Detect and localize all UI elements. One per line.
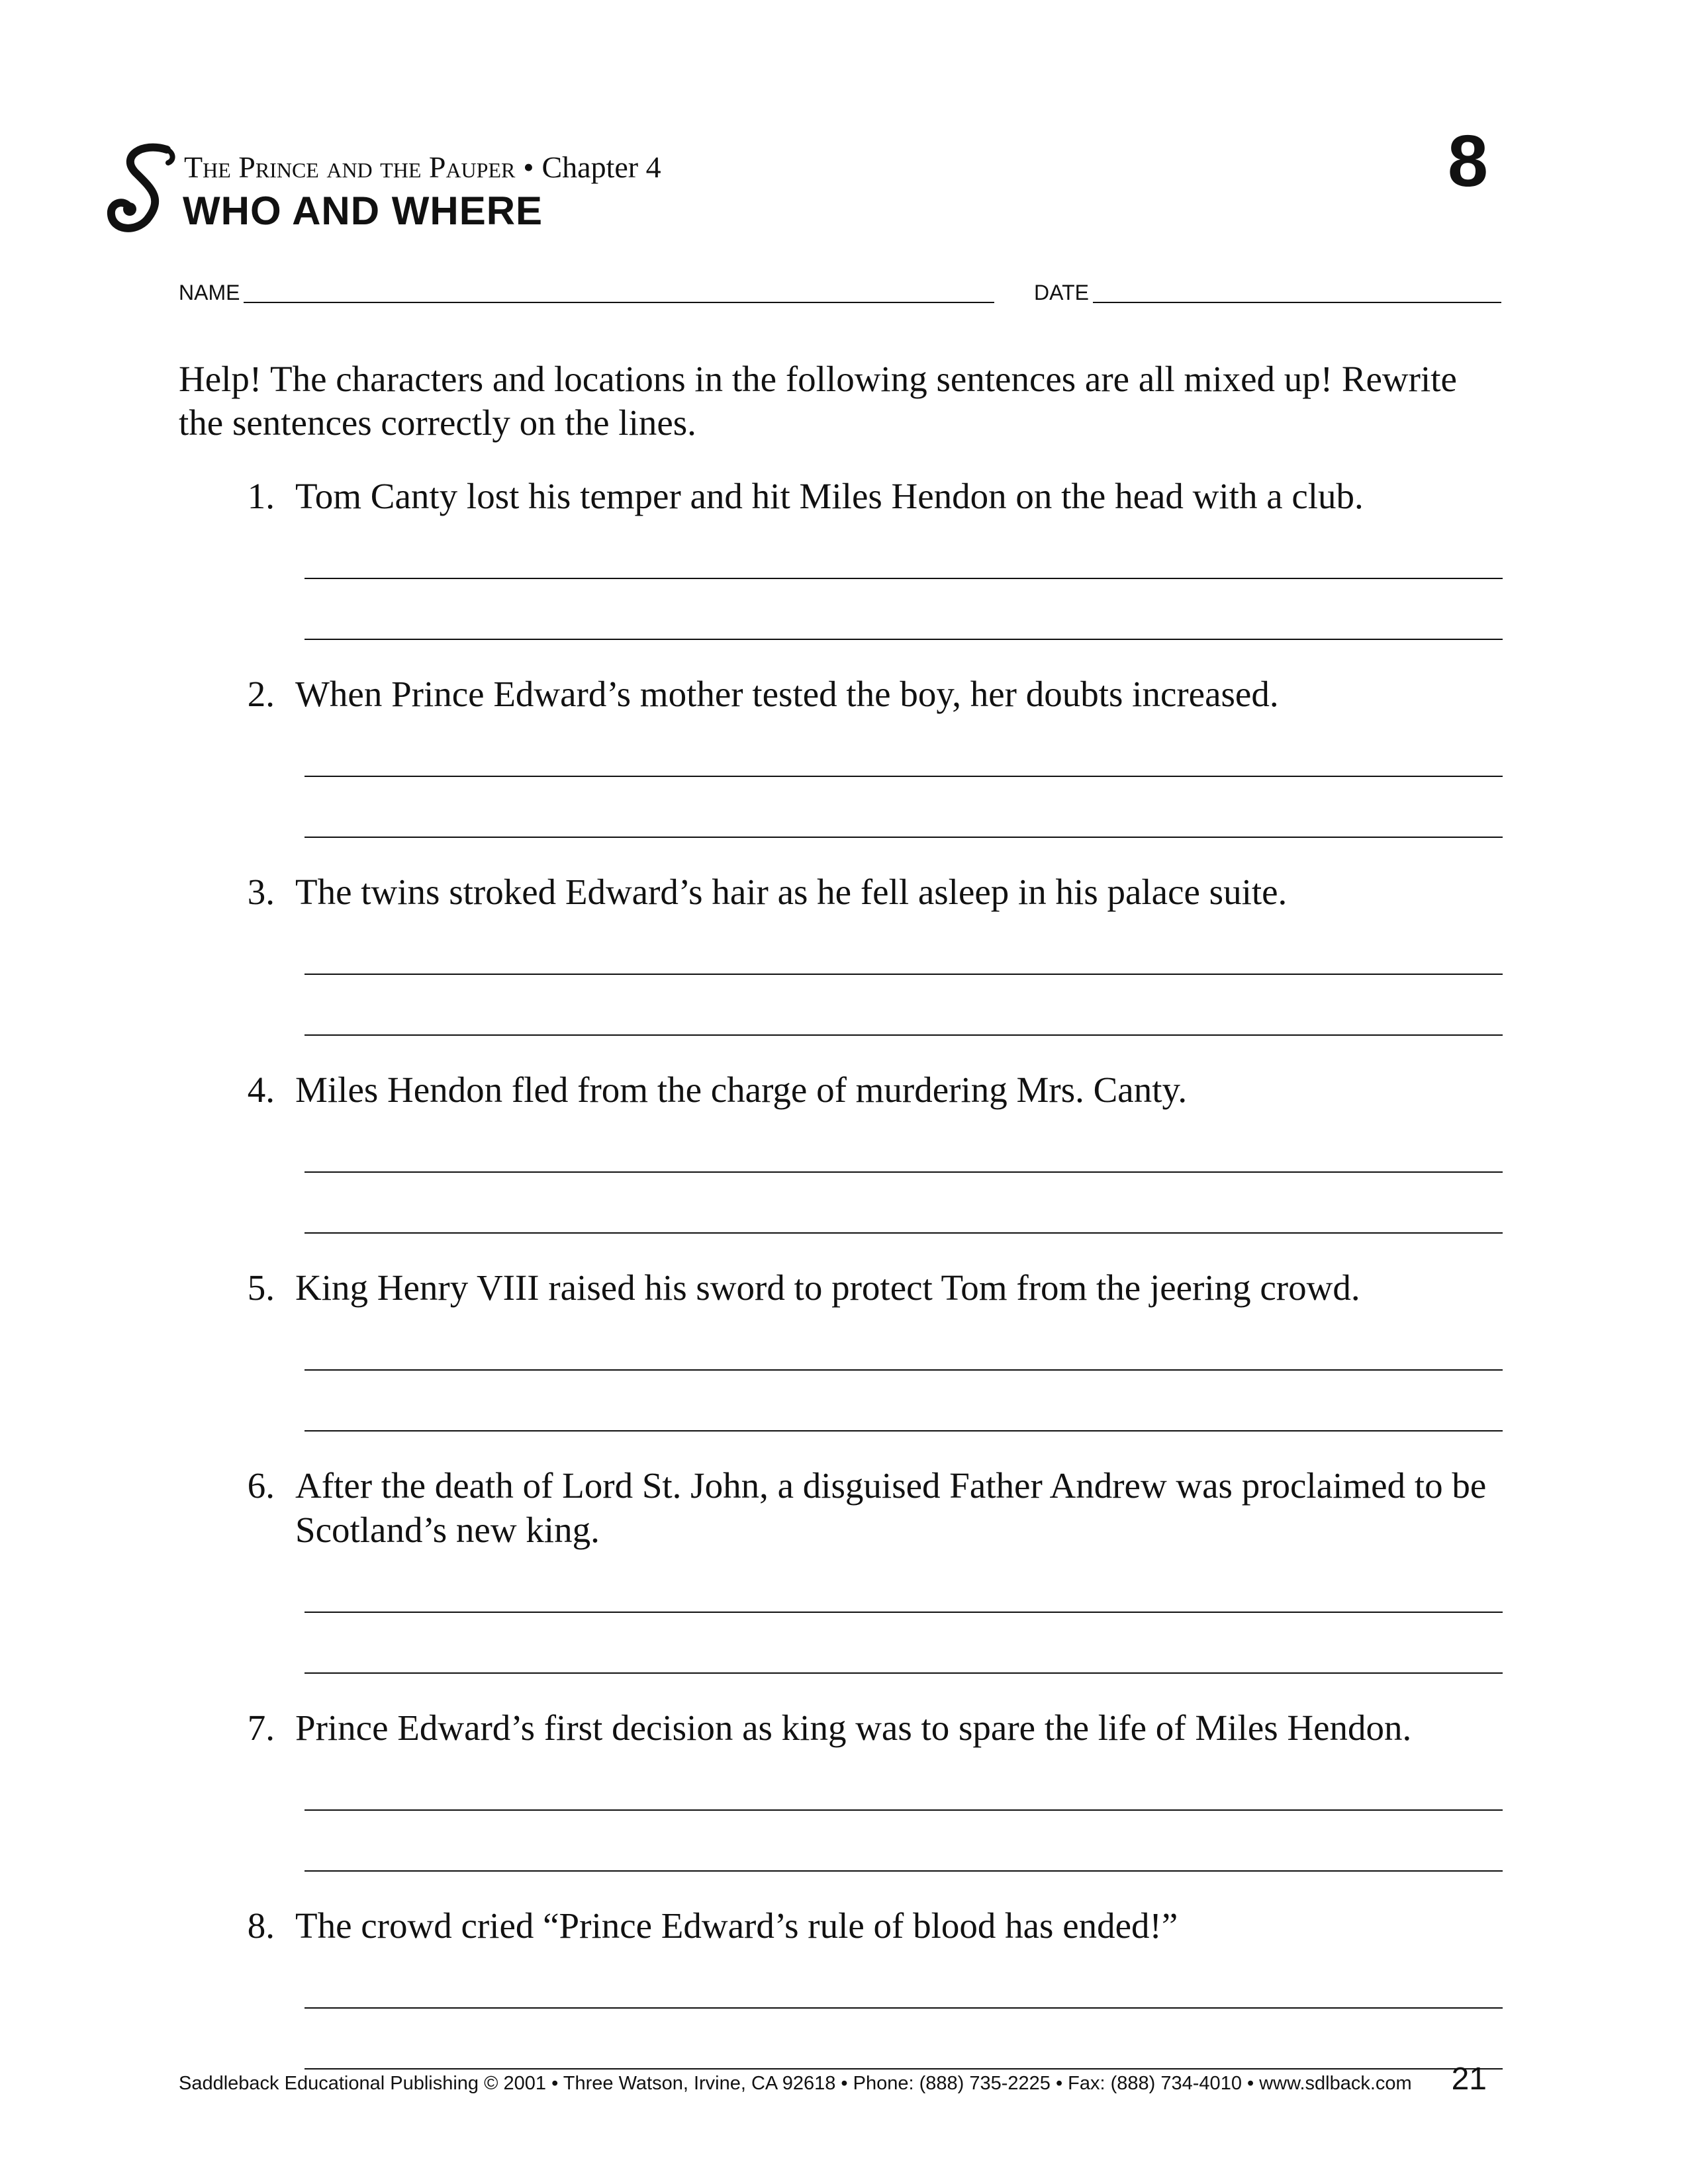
date-line[interactable] — [1093, 282, 1501, 303]
question-list — [225, 474, 1503, 2101]
answer-line[interactable] — [305, 518, 1503, 579]
name-line[interactable] — [244, 282, 994, 303]
question-text: Prince Edward’s first decision as king was to spare the life of Miles Hendon. — [295, 1707, 1412, 1748]
answer-line[interactable] — [305, 777, 1503, 838]
question-number: 1. — [247, 476, 275, 516]
lesson-number: 8 — [1447, 120, 1488, 202]
chapter-label: Chapter 4 — [541, 150, 661, 184]
question-item — [225, 870, 1503, 1036]
question-text: Miles Hendon fled from the charge of murdering Mrs. Canty. — [295, 1069, 1188, 1110]
answer-line[interactable] — [305, 716, 1503, 777]
question-text: The twins stroked Edward’s hair as he fell asleep in his palace suite. — [295, 872, 1288, 912]
question-item — [225, 1706, 1503, 1872]
answer-line[interactable] — [305, 1112, 1503, 1173]
question-text: After the death of Lord St. John, a disguised Father Andrew was proclaimed to be Scotland’s new king. — [295, 1465, 1487, 1550]
question-number: 4. — [247, 1069, 275, 1110]
answer-line[interactable] — [305, 914, 1503, 975]
answer-line[interactable] — [305, 1310, 1503, 1371]
question-number: 6. — [247, 1465, 275, 1506]
answer-line[interactable] — [305, 1811, 1503, 1872]
book-chapter-heading — [184, 150, 661, 185]
page-number: 21 — [1451, 2062, 1487, 2097]
question-text: The crowd cried “Prince Edward’s rule of blood has ended!” — [295, 1905, 1178, 1946]
answer-line[interactable] — [305, 1173, 1503, 1234]
question-item — [225, 474, 1503, 640]
question-text: Tom Canty lost his temper and hit Miles Hendon on the head with a club. — [295, 476, 1364, 516]
question-number: 5. — [247, 1267, 275, 1308]
question-item — [225, 672, 1503, 838]
question-item — [225, 1265, 1503, 1432]
question-item — [225, 1463, 1503, 1674]
answer-line[interactable] — [305, 1371, 1503, 1432]
separator-bullet: • — [523, 150, 534, 184]
name-field[interactable] — [179, 277, 994, 303]
worksheet-title: WHO AND WHERE — [183, 189, 543, 233]
book-title: The Prince and the Pauper — [184, 150, 516, 184]
question-number: 7. — [247, 1707, 275, 1748]
answer-line[interactable] — [305, 1750, 1503, 1811]
date-label: DATE — [1034, 281, 1089, 304]
answer-line[interactable] — [305, 975, 1503, 1036]
question-item — [225, 1903, 1503, 2070]
publisher-footer: Saddleback Educational Publishing © 2001 • Three Watson, Irvine, CA 92618 • Phone: (888) 735-2225 • Fax: (888) 734-4010 • www.sdlback.com — [179, 2073, 1412, 2094]
instructions: Help! The characters and locations in the following sentences are all mixed up! Rewrite the sentences correctly on the lines. — [179, 359, 1457, 443]
question-number: 2. — [247, 674, 275, 714]
answer-line[interactable] — [305, 1613, 1503, 1674]
answer-line[interactable] — [305, 1948, 1503, 2009]
answer-line[interactable] — [305, 2009, 1503, 2070]
question-number: 3. — [247, 872, 275, 912]
date-field[interactable] — [1034, 277, 1501, 303]
name-label: NAME — [179, 281, 240, 304]
question-number: 8. — [247, 1905, 275, 1946]
question-text: When Prince Edward’s mother tested the boy, her doubts increased. — [295, 674, 1279, 714]
question-item — [225, 1068, 1503, 1234]
answer-line[interactable] — [305, 1552, 1503, 1613]
answer-line[interactable] — [305, 579, 1503, 640]
publisher-logo-icon — [101, 140, 188, 238]
question-text: King Henry VIII raised his sword to protect Tom from the jeering crowd. — [295, 1267, 1360, 1308]
